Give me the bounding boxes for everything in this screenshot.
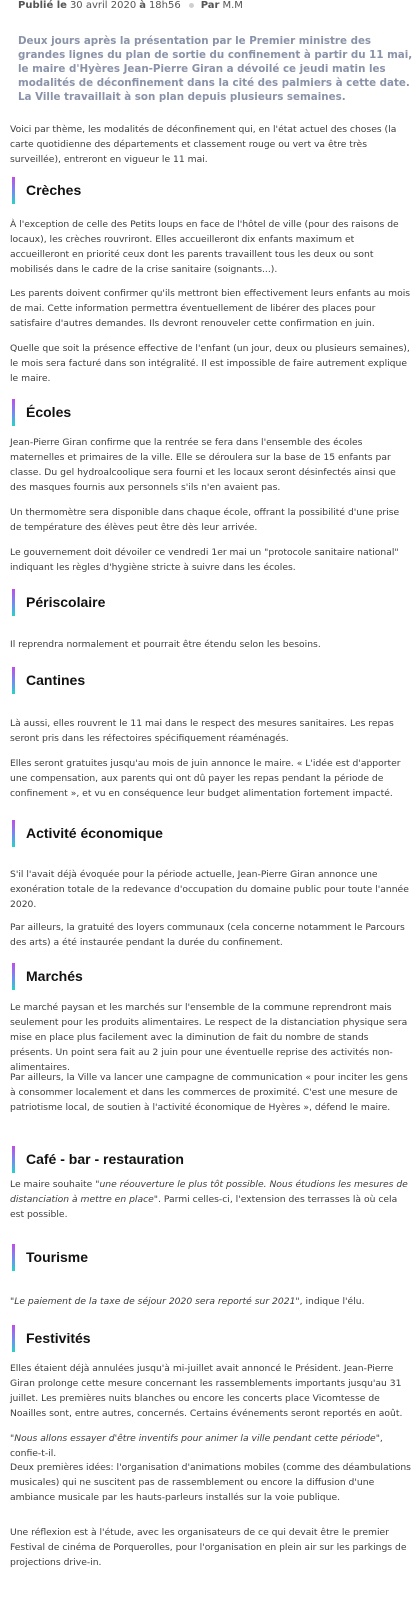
section-title: Crèches xyxy=(26,182,82,198)
intro-paragraph: Voici par thème, les modalités de déconfinement qui, en l'état actuel des choses (la carte quotidienne des départements et classement rouge ou vert va être très surveillée), entreront en vigueur le 11 mai. xyxy=(10,124,397,165)
section-title: Activité économique xyxy=(26,825,163,841)
heading-accent-bar xyxy=(12,1244,15,1271)
heading-accent-bar xyxy=(12,177,15,204)
section-heading-festivites xyxy=(12,1325,412,1352)
cafe-text-start: Le maire souhaite xyxy=(10,1179,96,1190)
article-lede: Deux jours après la présentation par le Premier ministre des grandes lignes du plan de sortie du confinement à partir du 11 mai, le maire d'Hyères Jean-Pierre Giran a dévoilé ce jeudi matin les modalités de déconfinement dans la cité des palmiers à cette date. La Ville travaillait à son plan depuis plusieurs semaines. xyxy=(18,35,413,103)
marches-paragraph-2: Par ailleurs, la Ville va lancer une campagne de communication « pour inciter les gens à consommer localement et dans les commerces de proximité. C'est une mesure de patriotisme local, de soutien à l'activité économique de Hyères », défend le maire. xyxy=(10,1072,408,1113)
activite-paragraph-1: S'il l'avait déjà évoquée pour la période actuelle, Jean-Pierre Giran annonce une exonération totale de la redevance d'occupation du domaine public pour toute l'année 2020. xyxy=(10,869,409,910)
tourisme-paragraph-1 xyxy=(10,1294,412,1309)
festivites-paragraph-2 xyxy=(10,1431,412,1461)
heading-accent-bar xyxy=(12,1325,15,1352)
section-heading-cafe xyxy=(12,1146,412,1173)
section-title: Écoles xyxy=(26,404,72,420)
section-title: Tourisme xyxy=(26,1249,88,1265)
section-title: Marchés xyxy=(26,968,83,984)
section-title: Café - bar - restauration xyxy=(26,1151,184,1167)
festivites-paragraph-4: Une réflexion est à l'étude, avec les organisateurs de ce qui devait être le premier Festival de cinéma de Porquerolles, pour l'organisation en plein air sur les parkings de projections drive-in. xyxy=(10,1527,407,1568)
heading-accent-bar xyxy=(12,963,15,990)
ecoles-paragraph-2: Un thermomètre sera disponible dans chaque école, offrant la possibilité d'une prise de température des élèves peut être dès leur arrivée. xyxy=(10,507,400,533)
heading-accent-bar xyxy=(12,589,15,616)
published-label: Publié le xyxy=(18,0,67,11)
article-meta xyxy=(18,0,243,11)
heading-accent-bar xyxy=(12,399,15,426)
activite-paragraph-2: Par ailleurs, la gratuité des loyers communaux (cela concerne notamment le Parcours des arts) a été instaurée pendant la durée du confinement. xyxy=(10,922,405,948)
section-title: Périscolaire xyxy=(26,594,106,610)
separator-dot-icon xyxy=(189,3,194,8)
festivites-paragraph-3: Deux premières idées: l'organisation d'animations mobiles (comme des déambulations musicales) qui ne suscitent pas de rassemblement ou encore la diffusion d'une ambiance musicale par les hauts-parleurs installés sur la voie publique. xyxy=(10,1462,411,1503)
section-heading-cantines xyxy=(12,667,412,694)
cafe-text-end: . Parmi celles-ci, l'extension des terrasses là où cela est possible. xyxy=(10,1194,398,1220)
section-heading-periscolaire xyxy=(12,589,412,616)
heading-accent-bar xyxy=(12,820,15,847)
tourisme-text-end: , indique l'élu. xyxy=(299,1296,365,1307)
publish-date: 30 avril 2020 xyxy=(69,0,137,11)
creches-paragraph-3: Quelle que soit la présence effective de l'enfant (un jour, deux ou plusieurs semaines), le mois sera facturé dans son intégralité. Il est impossible de faire autrement explique le maire. xyxy=(10,343,410,384)
heading-accent-bar xyxy=(12,1146,15,1173)
ecoles-paragraph-3: Le gouvernement doit dévoiler ce vendredi 1er mai un "protocole sanitaire national" indiquant les règles d'hygiène stricte à suivre dans les écoles. xyxy=(10,547,399,573)
at-label: à xyxy=(139,0,146,11)
cantines-paragraph-1: Là aussi, elles rouvrent le 11 mai dans le respect des mesures sanitaires. Les repas seront pris dans les réfectoires spécifiquement réaménagés. xyxy=(10,718,394,744)
by-label: Par xyxy=(200,0,220,11)
festivites-text-end: , confie-t-il. xyxy=(10,1433,383,1459)
periscolaire-paragraph-1: Il reprendra normalement et pourrait être étendu selon les besoins. xyxy=(10,639,321,650)
section-title: Festivités xyxy=(26,1330,91,1346)
section-heading-marches xyxy=(12,963,412,990)
tourisme-quote: "Le paiement de la taxe de séjour 2020 sera reporté sur 2021" xyxy=(10,1296,300,1307)
ecoles-paragraph-1: Jean-Pierre Giran confirme que la rentrée se fera dans l'ensemble des écoles maternelles et primaires de la ville. Elle se déroulera sur la base de 15 enfants par classe. Du gel hydroalcoolique sera fourni et les locaux seront désinfectés ainsi que des masques fournis aux personnels s'ils n'en avaient pas. xyxy=(10,437,396,493)
cafe-paragraph-1 xyxy=(10,1177,412,1222)
festivites-paragraph-1: Elles étaient déjà annulées jusqu'à mi-juillet avait annoncé le Président. Jean-Pierre Giran prolonge cette mesure concernant les rassemblements importants jusqu'au 31 juillet. Les premières nuits blanches ou encore les concerts place Vicomtesse de Noailles sont, entre autres, concernés. Certains événements seront reportés en août. xyxy=(10,1363,403,1419)
section-heading-tourisme xyxy=(12,1244,412,1271)
creches-paragraph-2: Les parents doivent confirmer qu'ils mettront bien effectivement leurs enfants au mois de mai. Cette information permettra éventuellement de libérer des places pour satisfaire d'autres demandes. Ils devront renouveler cette confirmation en juin. xyxy=(10,288,411,329)
marches-paragraph-1: Le marché paysan et les marchés sur l'ensemble de la commune reprendront mais seulement pour les produits alimentaires. Le respect de la distanciation physique sera mise en place plus facilement avec la diminution de fait du nombre de stands présents. Un point sera fait au 2 juin pour une éventuelle reprise des activités non-alimentaires. xyxy=(10,1002,408,1073)
mayor-quote: "une réouverture le plus tôt possible. Nous étudions les mesures de distanciation à mettre en place" xyxy=(10,1179,408,1205)
heading-accent-bar xyxy=(12,667,15,694)
festivites-quote: "Nous allons essayer d'être inventifs pour animer la ville pendant cette période" xyxy=(10,1433,380,1444)
section-heading-activite xyxy=(12,820,412,847)
section-heading-ecoles xyxy=(12,399,412,426)
publish-time: 18h56 xyxy=(148,0,181,11)
cantines-paragraph-2: Elles seront gratuites jusqu'au mois de juin annonce le maire. « L'idée est d'apporter une compensation, aux parents qui ont dû payer les repas pendant la période de confinement », et vu en conséquence leur budget alimentation fortement impacté. xyxy=(10,758,401,799)
section-title: Cantines xyxy=(26,672,86,688)
creches-paragraph-1: À l'exception de celle des Petits loups en face de l'hôtel de ville (pour des raisons de locaux), les crèches rouvriront. Elles accueilleront dix enfants maximum et accueilleront en priorité ceux dont les parents travaillent tous les deux ou sont mobilisés dans le cadre de la crise sanitaire (soignants...). xyxy=(10,219,399,275)
author-name[interactable]: M.M xyxy=(222,0,243,11)
section-heading-creches xyxy=(12,177,412,204)
